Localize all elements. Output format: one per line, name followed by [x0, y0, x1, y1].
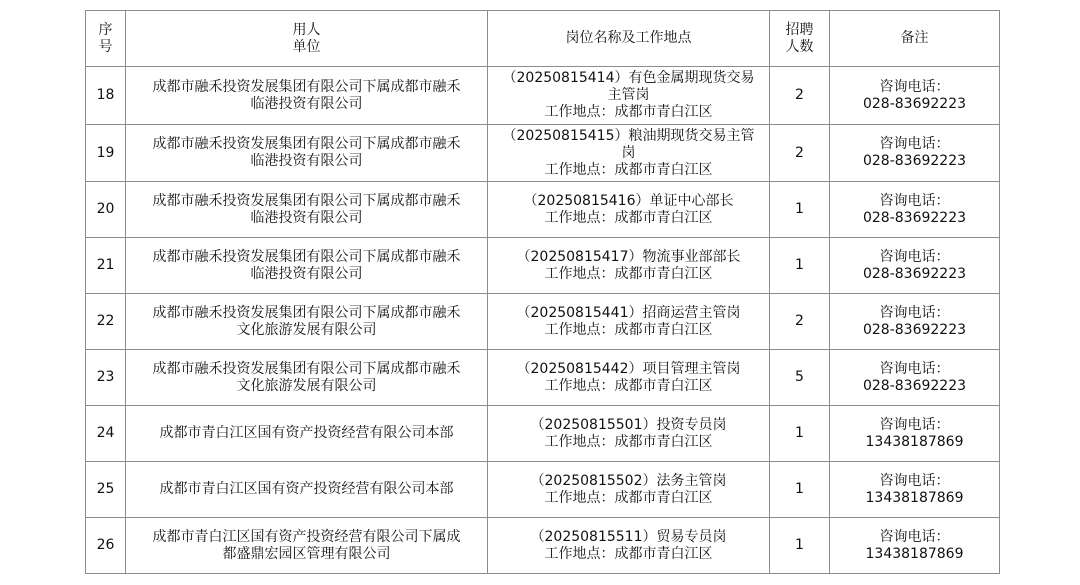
row-unit: 成都市青白江区国有资产投资经营有限公司本部 [126, 406, 488, 462]
row-note: 咨询电话： 13438187869 [830, 518, 1000, 574]
row-post: （20250815441）招商运营主管岗 工作地点：成都市青白江区 [488, 294, 770, 350]
header-row [86, 11, 1000, 67]
row-post: （20250815511）贸易专员岗 工作地点：成都市青白江区 [488, 518, 770, 574]
row-post: （20250815414）有色金属期现货交易 主管岗 工作地点：成都市青白江区 [488, 67, 770, 125]
table-row [86, 294, 1000, 350]
row-unit: 成都市融禾投资发展集团有限公司下属成都市融禾 文化旅游发展有限公司 [126, 294, 488, 350]
row-index: 19 [86, 125, 126, 182]
row-note: 咨询电话： 13438187869 [830, 406, 1000, 462]
row-note: 咨询电话： 028-83692223 [830, 182, 1000, 238]
header-post: 岗位名称及工作地点 [488, 11, 770, 67]
row-unit: 成都市融禾投资发展集团有限公司下属成都市融禾 临港投资有限公司 [126, 182, 488, 238]
row-index: 22 [86, 294, 126, 350]
row-index: 21 [86, 238, 126, 294]
row-count: 2 [770, 125, 830, 182]
row-count: 1 [770, 462, 830, 518]
header-index: 序 号 [86, 11, 126, 67]
row-note: 咨询电话： 028-83692223 [830, 67, 1000, 125]
row-count: 2 [770, 294, 830, 350]
row-post: （20250815442）项目管理主管岗 工作地点：成都市青白江区 [488, 350, 770, 406]
row-index: 24 [86, 406, 126, 462]
table-row [86, 350, 1000, 406]
row-unit: 成都市融禾投资发展集团有限公司下属成都市融禾 临港投资有限公司 [126, 67, 488, 125]
table-row [86, 406, 1000, 462]
row-note: 咨询电话： 028-83692223 [830, 125, 1000, 182]
row-index: 26 [86, 518, 126, 574]
row-unit: 成都市青白江区国有资产投资经营有限公司本部 [126, 462, 488, 518]
row-note: 咨询电话： 028-83692223 [830, 350, 1000, 406]
table-row [86, 125, 1000, 182]
row-count: 2 [770, 67, 830, 125]
row-index: 25 [86, 462, 126, 518]
row-note: 咨询电话： 028-83692223 [830, 294, 1000, 350]
row-post: （20250815415）粮油期现货交易主管 岗 工作地点：成都市青白江区 [488, 125, 770, 182]
row-count: 1 [770, 182, 830, 238]
row-post: （20250815501）投资专员岗 工作地点：成都市青白江区 [488, 406, 770, 462]
header-note: 备注 [830, 11, 1000, 67]
row-index: 18 [86, 67, 126, 125]
table-row [86, 182, 1000, 238]
row-post: （20250815502）法务主管岗 工作地点：成都市青白江区 [488, 462, 770, 518]
table-row [86, 462, 1000, 518]
row-index: 23 [86, 350, 126, 406]
row-unit: 成都市融禾投资发展集团有限公司下属成都市融禾 临港投资有限公司 [126, 238, 488, 294]
row-post: （20250815417）物流事业部部长 工作地点：成都市青白江区 [488, 238, 770, 294]
header-unit: 用人 单位 [126, 11, 488, 67]
row-count: 1 [770, 406, 830, 462]
table-row [86, 518, 1000, 574]
row-unit: 成都市青白江区国有资产投资经营有限公司下属成 都盛鼎宏园区管理有限公司 [126, 518, 488, 574]
header-count: 招聘 人数 [770, 11, 830, 67]
row-count: 1 [770, 238, 830, 294]
table-row [86, 238, 1000, 294]
row-index: 20 [86, 182, 126, 238]
job-table [85, 10, 1000, 574]
row-post: （20250815416）单证中心部长 工作地点：成都市青白江区 [488, 182, 770, 238]
row-unit: 成都市融禾投资发展集团有限公司下属成都市融禾 文化旅游发展有限公司 [126, 350, 488, 406]
row-count: 5 [770, 350, 830, 406]
row-unit: 成都市融禾投资发展集团有限公司下属成都市融禾 临港投资有限公司 [126, 125, 488, 182]
row-note: 咨询电话： 13438187869 [830, 462, 1000, 518]
row-count: 1 [770, 518, 830, 574]
table-row [86, 67, 1000, 125]
row-note: 咨询电话： 028-83692223 [830, 238, 1000, 294]
